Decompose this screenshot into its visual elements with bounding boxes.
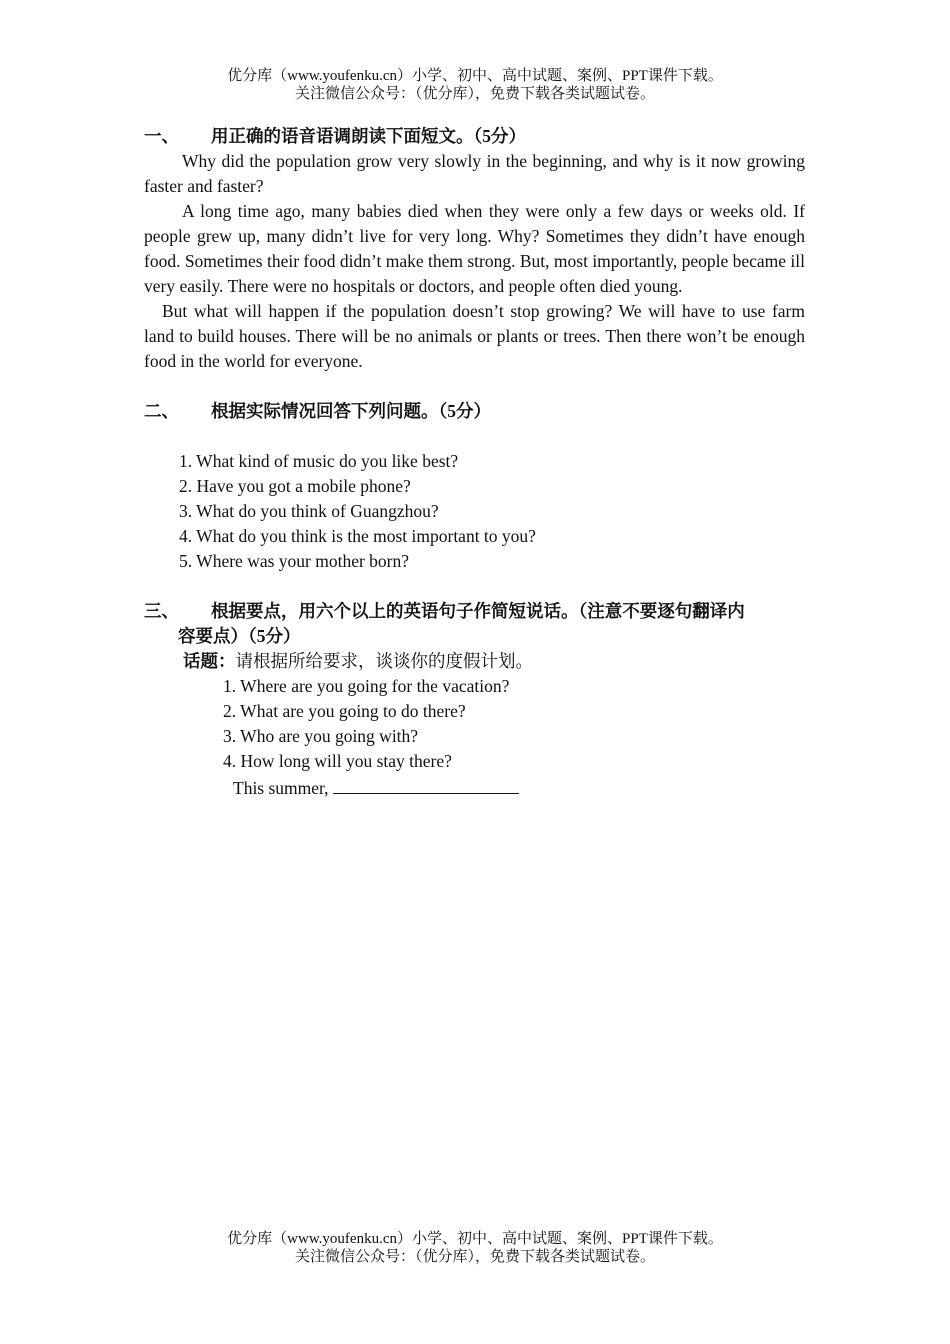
section-3-heading-line-2: 容要点）（5分） <box>178 626 301 646</box>
topic-label: 话题： <box>183 651 236 671</box>
topic-question-item: 1. Where are you going for the vacation? <box>223 676 510 696</box>
section-1-title <box>144 124 805 149</box>
section-1-heading: 用正确的语音语调朗读下面短文。（5分） <box>211 126 526 146</box>
question-item: 3. What do you think of Guangzhou? <box>179 501 439 521</box>
section-3-number: 三、 <box>144 601 179 621</box>
footer-line-2: 关注微信公众号：（优分库），免费下载各类试题试卷。 <box>294 1249 655 1265</box>
question-item: 4. What do you think is the most important to you? <box>179 526 536 546</box>
answer-line <box>144 774 805 801</box>
page-header <box>0 67 950 103</box>
footer-line-1: 优分库（www.youfenku.cn）小学、初中、高中试题、案例、PPT课件下载。 <box>227 1231 723 1247</box>
section-2-heading: 根据实际情况回答下列问题。（5分） <box>211 401 491 421</box>
section-1-number: 一、 <box>144 126 179 146</box>
passage-paragraph-1: Why did the population grow very slowly in the beginning, and why is it now growing faster and faster? <box>144 151 805 196</box>
topic-question-list <box>144 674 805 774</box>
topic-text: 请根据所给要求，谈谈你的度假计划。 <box>235 651 533 671</box>
question-list <box>144 449 805 574</box>
topic-question-item: 3. Who are you going with? <box>223 726 419 746</box>
passage-paragraph-3: But what will happen if the population doesn’t stop growing? We will have to use farm land to build houses. There will be no animals or plants or trees. Then there won’t be enough food in the world for everyone. <box>144 301 805 371</box>
section-3-title <box>144 599 805 649</box>
question-item: 5. Where was your mother born? <box>179 551 410 571</box>
answer-prompt: This summer, <box>233 778 333 798</box>
topic-line <box>144 649 805 674</box>
page-footer <box>0 1230 950 1266</box>
topic-question-item: 2. What are you going to do there? <box>223 701 466 721</box>
header-line-1: 优分库（www.youfenku.cn）小学、初中、高中试题、案例、PPT课件下载。 <box>227 68 723 84</box>
section-3-heading-line-1: 根据要点，用六个以上的英语句子作简短说话。（注意不要逐句翻译内 <box>211 601 745 621</box>
answer-blank[interactable] <box>333 774 519 794</box>
section-2-number: 二、 <box>144 401 179 421</box>
question-item: 1. What kind of music do you like best? <box>179 451 459 471</box>
section-2-title <box>144 399 805 424</box>
passage-paragraph-2: A long time ago, many babies died when they were only a few days or weeks old. If people grew up, many didn’t live for very long. Why? Sometimes they didn’t have enough food. Sometimes their food didn’t make them strong. But, most importantly, people became ill very easily. There were no hospitals or doctors, and people often died young. <box>144 201 806 296</box>
header-line-2: 关注微信公众号：（优分库），免费下载各类试题试卷。 <box>294 86 655 102</box>
question-item: 2. Have you got a mobile phone? <box>179 476 411 496</box>
exam-content <box>144 124 805 801</box>
topic-question-item: 4. How long will you stay there? <box>223 751 452 771</box>
